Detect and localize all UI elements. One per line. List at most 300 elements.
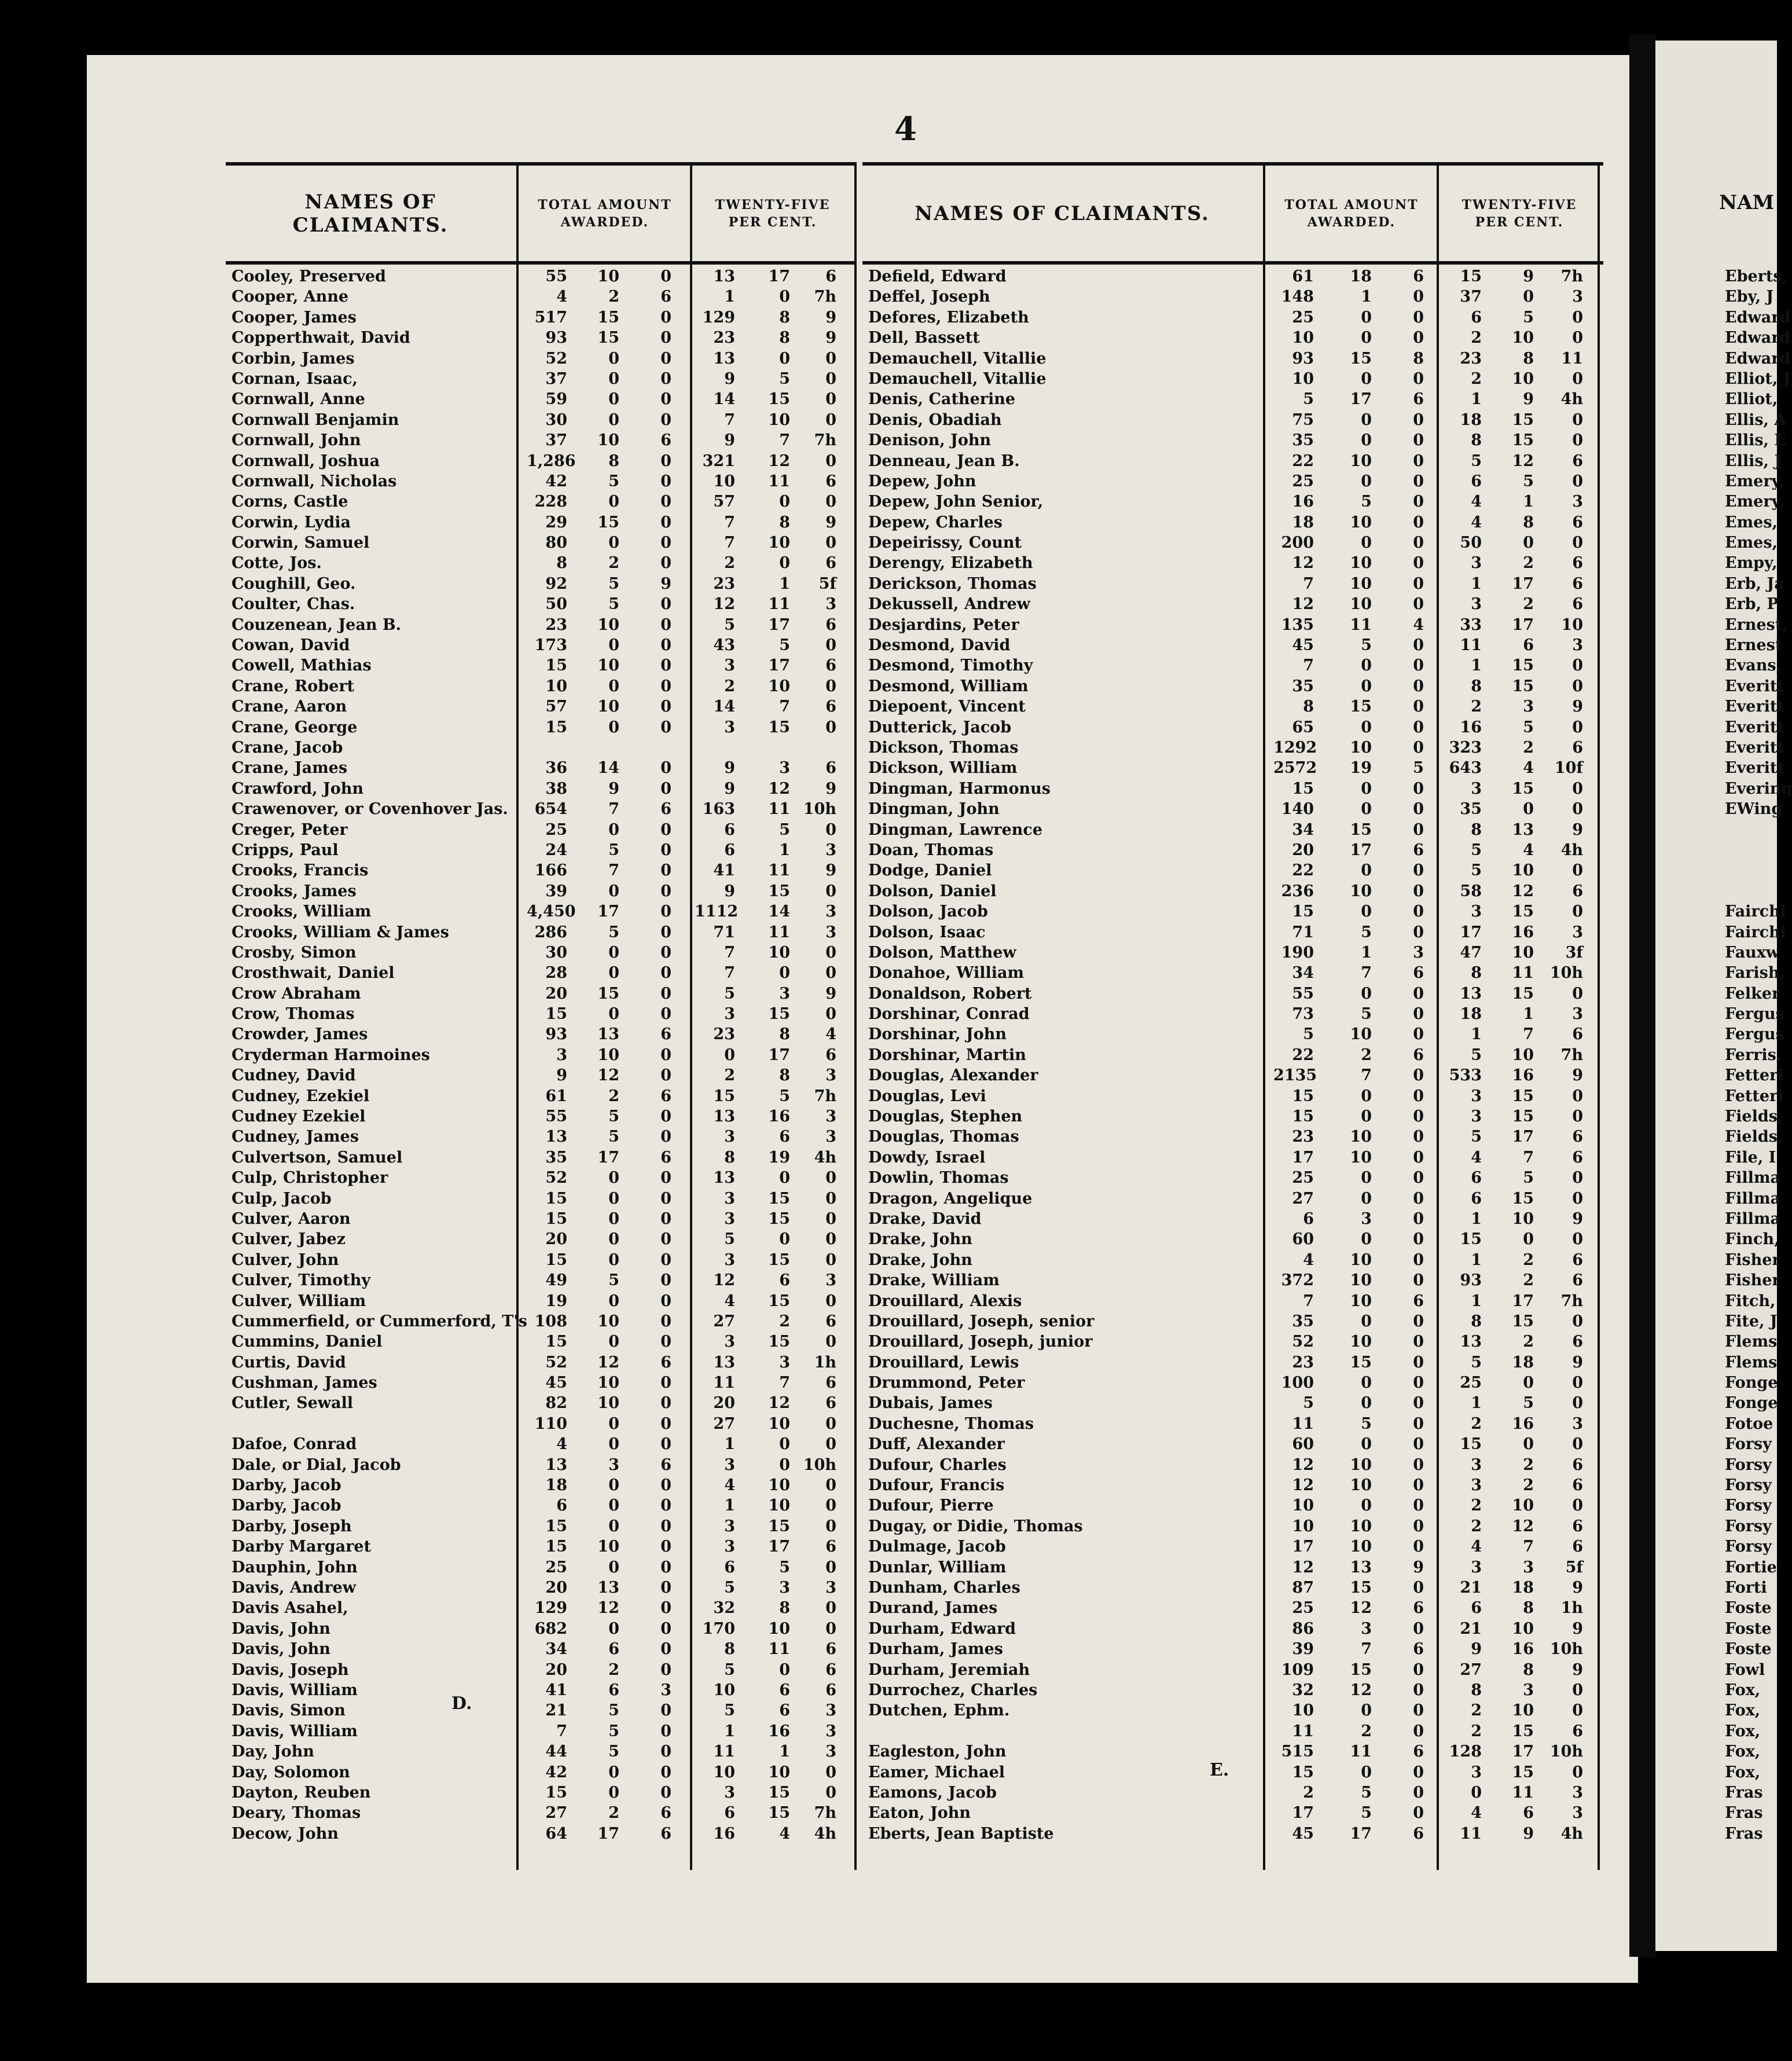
- total-pence: 0: [660, 636, 671, 655]
- pct-pence: 5f: [1565, 1558, 1583, 1576]
- total-pounds: 9: [556, 1066, 567, 1085]
- total-pounds: 4,450: [527, 903, 576, 921]
- claimant-name: Cummins, Daniel: [232, 1333, 383, 1351]
- table-row: [862, 1660, 1603, 1680]
- total-pence: 0: [1413, 1148, 1424, 1167]
- table-row: [862, 1229, 1603, 1249]
- pct-pence: 6: [1572, 1148, 1583, 1167]
- total-shillings: 11: [1350, 1743, 1372, 1761]
- pct-pence: 0: [1572, 308, 1583, 327]
- pct-pence: 6: [825, 472, 836, 490]
- total-pence: 0: [660, 1414, 671, 1433]
- table-row: [862, 779, 1603, 799]
- claimant-name: Dickson, Thomas: [868, 738, 1019, 757]
- pct-pounds: 9: [724, 779, 735, 798]
- pct-shillings: 17: [768, 657, 790, 675]
- total-pence: 3: [660, 1681, 671, 1699]
- total-pounds: 52: [545, 349, 567, 368]
- total-pence: 0: [660, 1209, 671, 1228]
- claimant-name: Denis, Obadiah: [868, 410, 1002, 429]
- pct-pence: 0: [1572, 861, 1583, 880]
- pct-pounds: 15: [713, 1087, 735, 1105]
- pct-pence: 3f: [1565, 943, 1583, 962]
- total-pence: 6: [660, 800, 671, 819]
- total-pounds: 7: [1303, 574, 1314, 593]
- pct-pence: 0: [825, 390, 836, 409]
- total-pence: 0: [660, 1333, 671, 1351]
- pct-shillings: 10: [768, 1763, 790, 1781]
- total-pounds: 37: [545, 431, 567, 450]
- table-row: [226, 1373, 857, 1393]
- total-pence: 0: [660, 657, 671, 675]
- strip-name: Farish,: [1725, 964, 1785, 982]
- claimant-name: Drake, John: [868, 1250, 972, 1269]
- total-pounds: 93: [545, 329, 567, 347]
- pct-pounds: 2: [1471, 1497, 1482, 1515]
- total-pounds: 10: [1292, 1517, 1314, 1535]
- total-pence: 9: [660, 574, 671, 593]
- table-row: [226, 1783, 857, 1803]
- claimant-name: Dayton, Reuben: [232, 1783, 371, 1802]
- claimant-name: Depew, Charles: [868, 513, 1003, 531]
- pct-pounds: 23: [713, 329, 735, 347]
- table-row: [226, 1250, 857, 1270]
- table-row: [862, 471, 1603, 492]
- pct-pounds: 1: [724, 1722, 735, 1740]
- total-pence: 0: [1413, 1681, 1424, 1699]
- total-shillings: 5: [1361, 493, 1372, 511]
- claimant-name: Decow, John: [232, 1824, 339, 1843]
- table-row: [862, 1352, 1603, 1373]
- total-pounds: 65: [1292, 718, 1314, 736]
- claimant-name: Drake, David: [868, 1209, 982, 1228]
- total-shillings: 1: [1361, 943, 1372, 962]
- pct-pence: 0: [1572, 718, 1583, 736]
- total-pence: 0: [1413, 1660, 1424, 1679]
- total-pence: 6: [660, 1025, 671, 1044]
- pct-shillings: 8: [779, 329, 790, 347]
- strip-name: Fox,: [1725, 1701, 1761, 1720]
- table-row: [226, 943, 857, 963]
- total-shillings: 5: [608, 1271, 619, 1290]
- total-pence: 6: [1413, 390, 1424, 409]
- pct-pence: 6: [1572, 513, 1583, 531]
- claimant-name: Darby, Jacob: [232, 1497, 341, 1515]
- next-page-names: [1713, 266, 1792, 1844]
- pct-pence: 0: [825, 718, 836, 736]
- total-shillings: 10: [597, 1394, 619, 1413]
- total-pounds: 61: [545, 1087, 567, 1105]
- pct-shillings: 15: [768, 1333, 790, 1351]
- pct-shillings: 3: [779, 984, 790, 1003]
- total-shillings: 0: [1361, 1374, 1372, 1392]
- total-shillings: 0: [1361, 1230, 1372, 1249]
- pct-pounds: 1: [1471, 1292, 1482, 1310]
- pct-shillings: 11: [768, 472, 790, 490]
- total-pounds: 1,286: [527, 452, 576, 470]
- pct-pence: 3: [825, 1107, 836, 1126]
- total-pounds: 12: [1292, 554, 1314, 573]
- pct-pence: 9: [825, 779, 836, 798]
- total-pence: 0: [660, 1271, 671, 1290]
- strip-name: Felker: [1725, 984, 1780, 1003]
- pct-shillings: 10: [768, 534, 790, 552]
- pct-pence: 6: [1572, 1271, 1583, 1290]
- total-pence: 0: [660, 1599, 671, 1618]
- pct-shillings: 15: [768, 1250, 790, 1269]
- total-pence: 0: [660, 1538, 671, 1556]
- strip-name: Fergus: [1725, 1025, 1784, 1044]
- pct-pounds: 15: [1460, 267, 1482, 285]
- pct-pounds: 1: [1471, 1394, 1482, 1413]
- table-row: [862, 738, 1603, 758]
- pct-shillings: 15: [1512, 1312, 1534, 1330]
- pct-pence: 0: [825, 452, 836, 470]
- claimant-name: Dutchen, Ephm.: [868, 1701, 1010, 1720]
- pct-shillings: 9: [1523, 267, 1534, 285]
- total-pence: 0: [1413, 779, 1424, 798]
- total-pence: 0: [660, 410, 671, 429]
- total-shillings: 10: [597, 431, 619, 450]
- strip-name: Everitt: [1725, 759, 1784, 778]
- claimant-name: Dutterick, Jacob: [868, 718, 1012, 736]
- strip-name: Fite, J: [1725, 1312, 1778, 1330]
- pct-shillings: 16: [768, 1722, 790, 1740]
- pct-pence: 6: [1572, 1517, 1583, 1535]
- table-row: [226, 1229, 857, 1249]
- total-pence: 5: [1413, 759, 1424, 778]
- total-pounds: 50: [545, 595, 567, 614]
- pct-pence: 7h: [1560, 267, 1583, 285]
- total-pounds: 15: [545, 1333, 567, 1351]
- total-pounds: 60: [1292, 1230, 1314, 1249]
- pct-pounds: 3: [724, 1333, 735, 1351]
- strip-name: Fergus: [1725, 1005, 1784, 1024]
- pct-shillings: 10: [768, 1619, 790, 1638]
- pct-shillings: 11: [768, 800, 790, 819]
- table-row: [862, 1475, 1603, 1495]
- pct-shillings: 12: [1512, 882, 1534, 900]
- pct-pence: 6: [1572, 1538, 1583, 1556]
- claimant-name: Curtis, David: [232, 1353, 346, 1371]
- total-pence: 0: [660, 1374, 671, 1392]
- total-pence: 0: [1413, 534, 1424, 552]
- total-pounds: 52: [545, 1353, 567, 1371]
- table-row: [226, 1803, 857, 1823]
- pct-shillings: 5: [779, 636, 790, 655]
- claimant-name: Cummerfield, or Cummerford, T's: [232, 1312, 527, 1330]
- total-shillings: 10: [597, 1374, 619, 1392]
- total-pounds: 45: [1292, 636, 1314, 655]
- pct-pounds: 2: [1471, 329, 1482, 347]
- pct-pence: 0: [1572, 410, 1583, 429]
- claimant-name: Crooks, William: [232, 903, 372, 921]
- pct-shillings: 17: [1512, 1128, 1534, 1146]
- total-shillings: 17: [1350, 1824, 1372, 1843]
- total-pence: 0: [1413, 1312, 1424, 1330]
- pct-pounds: 27: [1460, 1660, 1482, 1679]
- pct-pounds: 23: [1460, 349, 1482, 368]
- total-shillings: 10: [597, 1538, 619, 1556]
- pct-pounds: 5: [724, 1701, 735, 1720]
- pct-pence: 6: [825, 1640, 836, 1659]
- claimant-name: Dekussell, Andrew: [868, 595, 1030, 614]
- total-pounds: 10: [545, 677, 567, 695]
- pct-pence: 0: [825, 1783, 836, 1802]
- pct-pence: 7h: [814, 431, 836, 450]
- total-pence: 0: [660, 1066, 671, 1085]
- table-row: [862, 820, 1603, 840]
- pct-pence: 9: [825, 329, 836, 347]
- table-row: [862, 1127, 1603, 1147]
- pct-pence: 3: [1572, 923, 1583, 941]
- pct-shillings: 7: [779, 698, 790, 716]
- pct-pounds: 20: [713, 1394, 735, 1413]
- strip-name: Ellis, J: [1725, 452, 1782, 470]
- pct-pounds: 170: [702, 1619, 735, 1638]
- total-pence: 0: [1413, 1476, 1424, 1495]
- pct-pounds: 2: [1471, 1414, 1482, 1433]
- table-row: [862, 287, 1603, 307]
- pct-pounds: 0: [724, 1046, 735, 1064]
- pct-pounds: 57: [713, 493, 735, 511]
- pct-shillings: 17: [1512, 615, 1534, 634]
- claimant-name: Davis, John: [232, 1619, 331, 1638]
- pct-pounds: 3: [724, 1538, 735, 1556]
- strip-name: Edward: [1725, 349, 1791, 368]
- table-row: [862, 389, 1603, 409]
- pct-shillings: 3: [1523, 698, 1534, 716]
- total-pounds: 20: [545, 1579, 567, 1597]
- strip-name: Fisher: [1725, 1271, 1780, 1290]
- pct-pence: 6: [1572, 1025, 1583, 1044]
- total-shillings: 10: [597, 615, 619, 634]
- strip-name: Fillma: [1725, 1209, 1781, 1228]
- total-pence: 0: [660, 595, 671, 614]
- pct-pence: 0: [1572, 1087, 1583, 1105]
- total-shillings: 10: [1350, 1455, 1372, 1474]
- total-pence: 0: [660, 1783, 671, 1802]
- claimant-name: Day, John: [232, 1743, 314, 1761]
- pct-pence: 10h: [803, 1455, 836, 1474]
- claimant-name: Davis Asahel,: [232, 1599, 348, 1618]
- total-pence: 0: [660, 349, 671, 368]
- pct-pounds: 3: [1471, 1476, 1482, 1495]
- pct-shillings: 6: [779, 1701, 790, 1720]
- table-row: [862, 655, 1603, 676]
- total-shillings: 12: [597, 1066, 619, 1085]
- table-row: [862, 1209, 1603, 1229]
- total-shillings: 0: [1361, 800, 1372, 819]
- claimant-name: Culvertson, Samuel: [232, 1148, 403, 1167]
- table-row: [862, 1700, 1603, 1721]
- pct-pounds: 5: [724, 1579, 735, 1597]
- table-row: [862, 799, 1603, 819]
- claimant-name: Corwin, Lydia: [232, 513, 351, 531]
- total-shillings: 0: [608, 1476, 619, 1495]
- pct-shillings: 0: [1523, 534, 1534, 552]
- pct-pounds: 128: [1449, 1743, 1482, 1761]
- total-pounds: 12: [1292, 1476, 1314, 1495]
- table-row: [226, 758, 857, 778]
- pct-pence: 6: [1572, 1455, 1583, 1474]
- claimant-name: Davis, William: [232, 1681, 358, 1699]
- pct-pence: 0: [1572, 472, 1583, 490]
- total-pence: 0: [660, 903, 671, 921]
- total-shillings: 5: [608, 1701, 619, 1720]
- pct-pounds: 21: [1460, 1619, 1482, 1638]
- table-row: [862, 1004, 1603, 1024]
- total-pounds: 39: [545, 882, 567, 900]
- table-row: [226, 574, 857, 594]
- pct-shillings: 2: [1523, 1455, 1534, 1474]
- claimant-name: Eagleston, John: [868, 1743, 1007, 1761]
- pct-pence: 6: [825, 1660, 836, 1679]
- table-row: [862, 963, 1603, 983]
- pct-shillings: 10: [768, 943, 790, 962]
- pct-pence: 10: [1561, 615, 1583, 634]
- total-pounds: 34: [545, 1640, 567, 1659]
- pct-shillings: 8: [779, 513, 790, 531]
- total-pence: 0: [1413, 882, 1424, 900]
- pct-shillings: 9: [1523, 390, 1534, 409]
- total-pounds: 15: [1292, 1107, 1314, 1126]
- pct-pounds: 1: [724, 288, 735, 306]
- total-pounds: 80: [545, 534, 567, 552]
- pct-pence: 9: [1572, 820, 1583, 839]
- pct-pence: 0: [825, 1558, 836, 1576]
- pct-shillings: 11: [768, 861, 790, 880]
- total-shillings: 19: [1350, 759, 1372, 778]
- right-rows: [862, 266, 1603, 1844]
- pct-pounds: 6: [724, 1558, 735, 1576]
- total-pounds: 93: [545, 1025, 567, 1044]
- pct-pence: 0: [1572, 1169, 1583, 1187]
- total-shillings: 0: [1361, 779, 1372, 798]
- pct-shillings: 15: [768, 1005, 790, 1024]
- pct-pence: 6: [825, 1681, 836, 1699]
- strip-name: Fras: [1725, 1804, 1763, 1822]
- pct-shillings: 0: [779, 493, 790, 511]
- total-pounds: 30: [545, 410, 567, 429]
- claimant-name: Crowder, James: [232, 1025, 368, 1044]
- claimant-name: Cornwall, John: [232, 431, 361, 450]
- total-pounds: 135: [1281, 615, 1314, 634]
- total-pounds: 110: [534, 1414, 567, 1433]
- total-shillings: 2: [608, 288, 619, 306]
- pct-pounds: 47: [1460, 943, 1482, 962]
- strip-name: Fonge: [1725, 1394, 1778, 1413]
- total-shillings: 0: [608, 1169, 619, 1187]
- pct-pounds: 4: [724, 1476, 735, 1495]
- pct-pence: 0: [825, 964, 836, 982]
- pct-pence: 6: [1572, 595, 1583, 614]
- total-pence: 0: [1413, 1414, 1424, 1433]
- claimant-name: Desmond, Timothy: [868, 657, 1033, 675]
- total-pence: 0: [1413, 1619, 1424, 1638]
- table-row: [862, 1106, 1603, 1127]
- pct-shillings: 2: [1523, 554, 1534, 573]
- percent-header: TWENTY-FIVE PER CENT.: [715, 197, 831, 230]
- pct-shillings: 8: [779, 1025, 790, 1044]
- claimant-name: Crooks, William & James: [232, 923, 449, 941]
- table-row: [862, 430, 1603, 450]
- total-pounds: 148: [1281, 288, 1314, 306]
- strip-name: Empy,: [1725, 554, 1778, 573]
- total-pounds: 45: [1292, 1824, 1314, 1843]
- total-shillings: 10: [597, 657, 619, 675]
- pct-pounds: 21: [1460, 1579, 1482, 1597]
- pct-shillings: 0: [1523, 1374, 1534, 1392]
- total-pounds: 20: [545, 1230, 567, 1249]
- claimant-name: Crooks, Francis: [232, 861, 369, 880]
- total-pence: 6: [1413, 841, 1424, 859]
- pct-pounds: 7: [724, 964, 735, 982]
- pct-pence: 10h: [1549, 1640, 1583, 1659]
- claimant-name: Dugay, or Didie, Thomas: [868, 1517, 1083, 1535]
- strip-name: Ellis, A: [1725, 410, 1787, 429]
- table-row: [226, 1741, 857, 1762]
- total-pounds: 8: [1303, 698, 1314, 716]
- pct-pence: 0: [1572, 1394, 1583, 1413]
- pct-pounds: 15: [1460, 1435, 1482, 1454]
- total-shillings: 0: [1361, 1701, 1372, 1720]
- left-claimants-table: [226, 162, 857, 1870]
- pct-pounds: 14: [713, 390, 735, 409]
- total-shillings: 0: [608, 410, 619, 429]
- pct-shillings: 6: [779, 1681, 790, 1699]
- pct-pounds: 3: [724, 1209, 735, 1228]
- claimant-name: Creger, Peter: [232, 820, 348, 839]
- claimant-name: Denneau, Jean B.: [868, 452, 1020, 470]
- strip-name: Emes,: [1725, 513, 1778, 531]
- total-pounds: 15: [1292, 903, 1314, 921]
- pct-pounds: 321: [702, 452, 735, 470]
- pct-pence: 4h: [814, 1148, 836, 1167]
- pct-pounds: 3: [724, 657, 735, 675]
- table-row: [226, 1762, 857, 1783]
- pct-shillings: 8: [1523, 1599, 1534, 1618]
- total-shillings: 10: [1350, 452, 1372, 470]
- table-row: [226, 1700, 857, 1721]
- table-row: [226, 717, 857, 738]
- table-row: [226, 1352, 857, 1373]
- table-row: [226, 840, 857, 860]
- total-shillings: 2: [608, 1660, 619, 1679]
- table-row: [226, 1024, 857, 1044]
- total-shillings: 7: [1361, 1640, 1372, 1659]
- claimant-name: Durham, Edward: [868, 1619, 1016, 1638]
- total-pounds: 75: [1292, 410, 1314, 429]
- claimant-name: Couzenean, Jean B.: [232, 615, 402, 634]
- pct-pence: 0: [825, 1619, 836, 1638]
- claimant-name: Durham, Jeremiah: [868, 1660, 1030, 1679]
- total-shillings: 0: [608, 943, 619, 962]
- pct-shillings: 3: [1523, 1681, 1534, 1699]
- pct-pounds: 23: [713, 574, 735, 593]
- pct-pence: 6: [1572, 1476, 1583, 1495]
- pct-pence: 0: [1572, 329, 1583, 347]
- pct-pounds: 129: [702, 308, 735, 327]
- pct-pounds: 10: [713, 472, 735, 490]
- pct-shillings: 3: [1523, 1558, 1534, 1576]
- total-pounds: 55: [545, 267, 567, 285]
- strip-name: Foste: [1725, 1619, 1772, 1638]
- total-amount-header: TOTAL AMOUNT AWARDED.: [1284, 197, 1419, 230]
- total-shillings: 10: [1350, 1148, 1372, 1167]
- pct-pence: 0: [825, 1476, 836, 1495]
- total-shillings: 1: [1361, 288, 1372, 306]
